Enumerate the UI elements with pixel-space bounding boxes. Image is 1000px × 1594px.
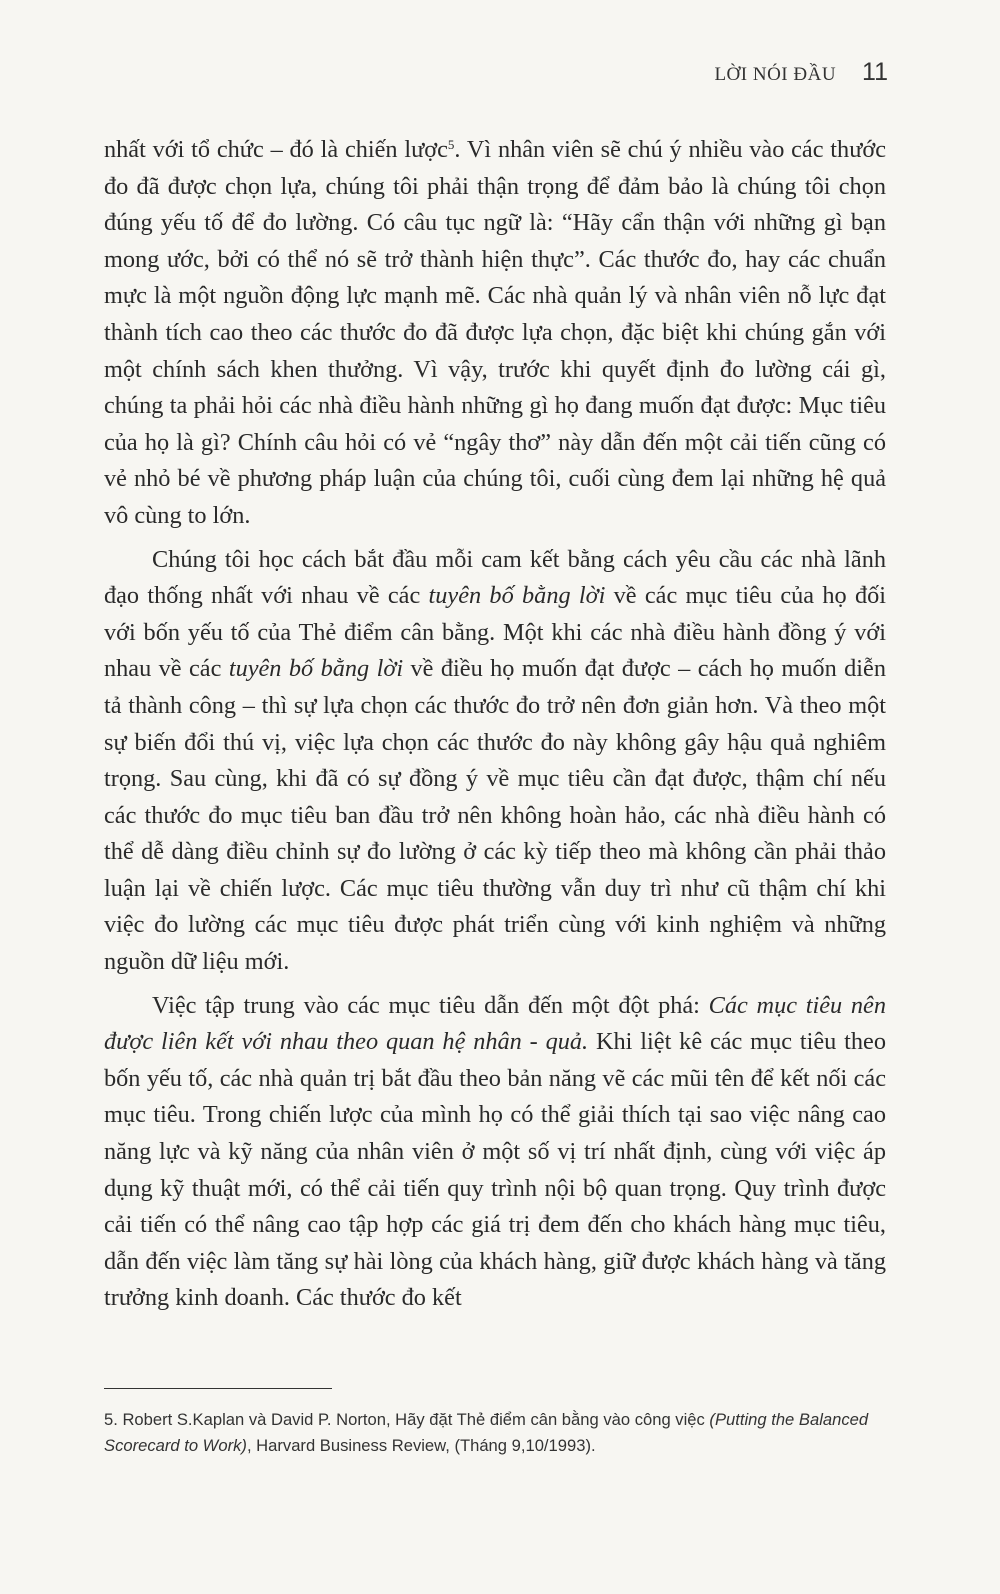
paragraph-2-text-b: về các mục tiêu của họ đối với bốn yếu tố của Thẻ điểm cân bằng. Một khi các nhà điều hành đồng ý với nhau về các: [104, 582, 886, 683]
footnote-text-b: , Harvard Business Review, (Tháng 9,10/1993).: [246, 1436, 596, 1455]
paragraph-1-text-a: nhất với tổ chức – đó là chiến lược: [104, 136, 448, 163]
footnote-divider: [104, 1388, 332, 1389]
paragraph-3-emphasis: Các mục tiêu nên được liên kết với nhau theo quan hệ nhân - quả.: [104, 991, 886, 1056]
paragraph-2-text-a: Chúng tôi học cách bắt đầu mỗi cam kết bằng cách yêu cầu các nhà lãnh đạo thống nhất với nhau về các: [104, 545, 886, 610]
footnote-reference: 5: [447, 137, 455, 152]
paragraph-2-text-c: về điều họ muốn đạt được – cách họ muốn diễn tả thành công – thì sự lựa chọn các thước đo trở nên đơn giản hơn. Và theo một sự biến đổi thú vị, việc lựa chọn các thước đo này không gây hậu quả nghiêm trọng. Sau cùng, khi đã có sự đồng ý về mục tiêu cần đạt được, thậm chí nếu các thước đo mục tiêu ban đầu trở nên không hoàn hảo, các nhà điều hành có thể dễ dàng điều chỉnh sự đo lường ở các kỳ tiếp theo mà không cần phải thảo luận lại về chiến lược. Các mục tiêu thường vẫn duy trì như cũ thậm chí khi việc đo lường các mục tiêu được phát triển cùng với kinh nghiệm và những nguồn dữ liệu mới.: [104, 655, 886, 976]
body-text: [104, 132, 886, 1324]
page-number: 11: [862, 58, 888, 86]
paragraph-2: [104, 542, 886, 981]
paragraph-1: [104, 132, 886, 535]
footnote: [104, 1407, 894, 1459]
paragraph-2-emphasis-1: tuyên bố bằng lời: [428, 582, 606, 610]
paragraph-3-text-a: Việc tập trung vào các mục tiêu dẫn đến một đột phá:: [152, 991, 709, 1019]
paragraph-1-text-b: . Vì nhân viên sẽ chú ý nhiều vào các thước đo đã được chọn lựa, chúng tôi phải thận trọng để đảm bảo là chúng tôi chọn đúng yếu tố để đo lường. Có câu tục ngữ là: “Hãy cẩn thận với những gì bạn mong ước, bởi có thể nó sẽ trở thành hiện thực”. Các thước đo, hay các chuẩn mực là một nguồn động lực mạnh mẽ. Các nhà quản lý và nhân viên nỗ lực đạt thành tích cao theo các thước đo đã được lựa chọn, đặc biệt khi chúng gắn với một chính sách khen thưởng. Vì vậy, trước khi quyết định đo lường cái gì, chúng ta phải hỏi các nhà điều hành những gì họ đang muốn đạt được: Mục tiêu của họ là gì? Chính câu hỏi có vẻ “ngây thơ” này dẫn đến một cải tiến cũng có vẻ nhỏ bé về phương pháp luận của chúng tôi, cuối cùng đem lại những hệ quả vô cùng to lớn.: [104, 136, 886, 529]
footnote-text-a: 5. Robert S.Kaplan và David P. Norton, Hãy đặt Thẻ điểm cân bằng vào công việc: [104, 1410, 710, 1429]
paragraph-3-text-b: Khi liệt kê các mục tiêu theo bốn yếu tố, các nhà quản trị bắt đầu theo bản năng vẽ các mũi tên để kết nối các mục tiêu. Trong chiến lược của mình họ có thể giải thích tại sao việc nâng cao năng lực và kỹ năng của nhân viên ở một số vị trí nhất định, cùng với việc áp dụng kỹ thuật mới, có thể cải tiến quy trình nội bộ quan trọng. Quy trình được cải tiến có thể nâng cao tập hợp các giá trị đem đến cho khách hàng mục tiêu, dẫn đến việc làm tăng sự hài lòng của khách hàng, giữ được khách hàng và tăng trưởng kinh doanh. Các thước đo kết: [104, 1028, 886, 1312]
paragraph-2-emphasis-2: tuyên bố bằng lời: [228, 655, 404, 683]
footnote-emphasis: (Putting the Balanced Scorecard to Work): [104, 1410, 869, 1455]
chapter-title: LỜI NÓI ĐẦU: [714, 64, 837, 85]
running-header: [714, 58, 888, 87]
paragraph-3: [104, 988, 886, 1317]
